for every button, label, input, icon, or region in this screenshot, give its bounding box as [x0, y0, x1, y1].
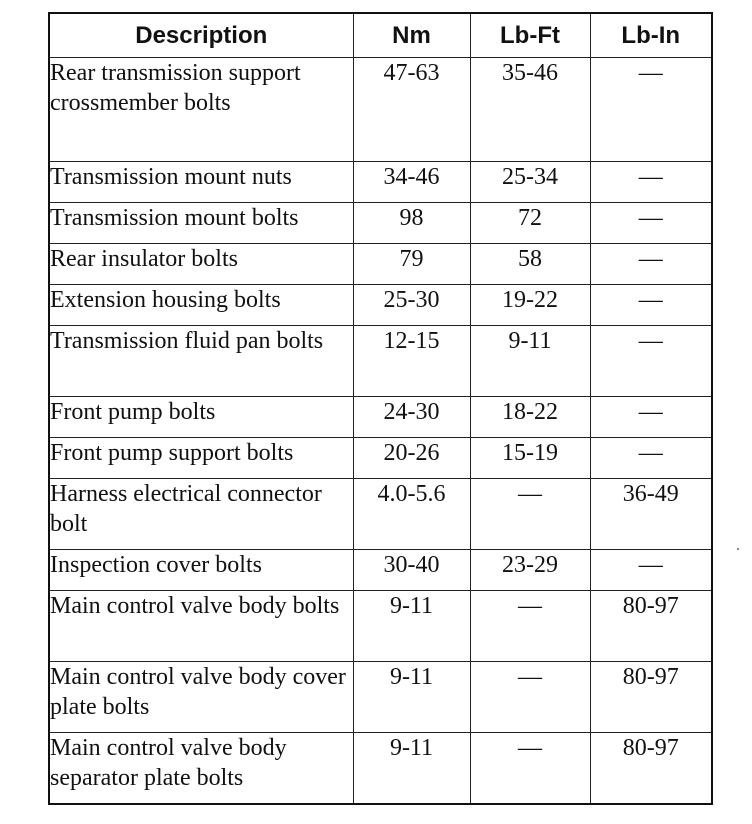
lbft-cell: 23-29	[470, 550, 590, 591]
header-row	[49, 13, 712, 58]
column-header-lbft: Lb-Ft	[470, 13, 590, 58]
lbin-cell: —	[590, 326, 712, 397]
table-row	[49, 244, 712, 285]
description-cell: Main control valve body bolts	[49, 591, 353, 662]
description-cell: Rear transmission support crossmember bolts	[49, 58, 353, 162]
nm-cell: 34-46	[353, 162, 470, 203]
table-row	[49, 733, 712, 804]
table-row	[49, 285, 712, 326]
nm-cell: 12-15	[353, 326, 470, 397]
lbin-cell: 80-97	[590, 733, 712, 804]
column-header-nm: Nm	[353, 13, 470, 58]
nm-cell: 9-11	[353, 591, 470, 662]
lbft-cell: 35-46	[470, 58, 590, 162]
nm-cell: 25-30	[353, 285, 470, 326]
table-row	[49, 591, 712, 662]
lbft-cell: —	[470, 479, 590, 550]
column-header-description: Description	[49, 13, 353, 58]
description-cell: Harness electrical connector bolt	[49, 479, 353, 550]
nm-cell: 47-63	[353, 58, 470, 162]
lbft-cell: 72	[470, 203, 590, 244]
description-cell: Main control valve body cover plate bolts	[49, 662, 353, 733]
lbin-cell: —	[590, 58, 712, 162]
lbin-cell: —	[590, 285, 712, 326]
lbft-cell: —	[470, 591, 590, 662]
column-header-lbin: Lb-In	[590, 13, 712, 58]
lbft-cell: 19-22	[470, 285, 590, 326]
lbin-cell: —	[590, 203, 712, 244]
table-row	[49, 326, 712, 397]
lbft-cell: —	[470, 662, 590, 733]
description-cell: Inspection cover bolts	[49, 550, 353, 591]
lbft-cell: 25-34	[470, 162, 590, 203]
nm-cell: 98	[353, 203, 470, 244]
table-row	[49, 550, 712, 591]
nm-cell: 79	[353, 244, 470, 285]
lbin-cell: —	[590, 550, 712, 591]
lbin-cell: 80-97	[590, 662, 712, 733]
lbin-cell: 80-97	[590, 591, 712, 662]
lbin-cell: 36-49	[590, 479, 712, 550]
table-row	[49, 479, 712, 550]
table-row	[49, 438, 712, 479]
description-cell: Main control valve body separator plate bolts	[49, 733, 353, 804]
description-cell: Transmission fluid pan bolts	[49, 326, 353, 397]
table-row	[49, 397, 712, 438]
lbin-cell: —	[590, 244, 712, 285]
lbft-cell: 15-19	[470, 438, 590, 479]
table-row	[49, 203, 712, 244]
lbin-cell: —	[590, 397, 712, 438]
lbft-cell: —	[470, 733, 590, 804]
lbft-cell: 18-22	[470, 397, 590, 438]
description-cell: Extension housing bolts	[49, 285, 353, 326]
lbin-cell: —	[590, 438, 712, 479]
nm-cell: 20-26	[353, 438, 470, 479]
nm-cell: 9-11	[353, 662, 470, 733]
nm-cell: 30-40	[353, 550, 470, 591]
description-cell: Rear insulator bolts	[49, 244, 353, 285]
description-cell: Transmission mount bolts	[49, 203, 353, 244]
nm-cell: 24-30	[353, 397, 470, 438]
scan-speck	[737, 548, 739, 550]
table-row	[49, 662, 712, 733]
description-cell: Front pump support bolts	[49, 438, 353, 479]
lbft-cell: 9-11	[470, 326, 590, 397]
lbft-cell: 58	[470, 244, 590, 285]
nm-cell: 9-11	[353, 733, 470, 804]
lbin-cell: —	[590, 162, 712, 203]
torque-spec-table	[48, 12, 713, 805]
description-cell: Transmission mount nuts	[49, 162, 353, 203]
nm-cell: 4.0-5.6	[353, 479, 470, 550]
description-cell: Front pump bolts	[49, 397, 353, 438]
table-row	[49, 162, 712, 203]
table-row	[49, 58, 712, 162]
